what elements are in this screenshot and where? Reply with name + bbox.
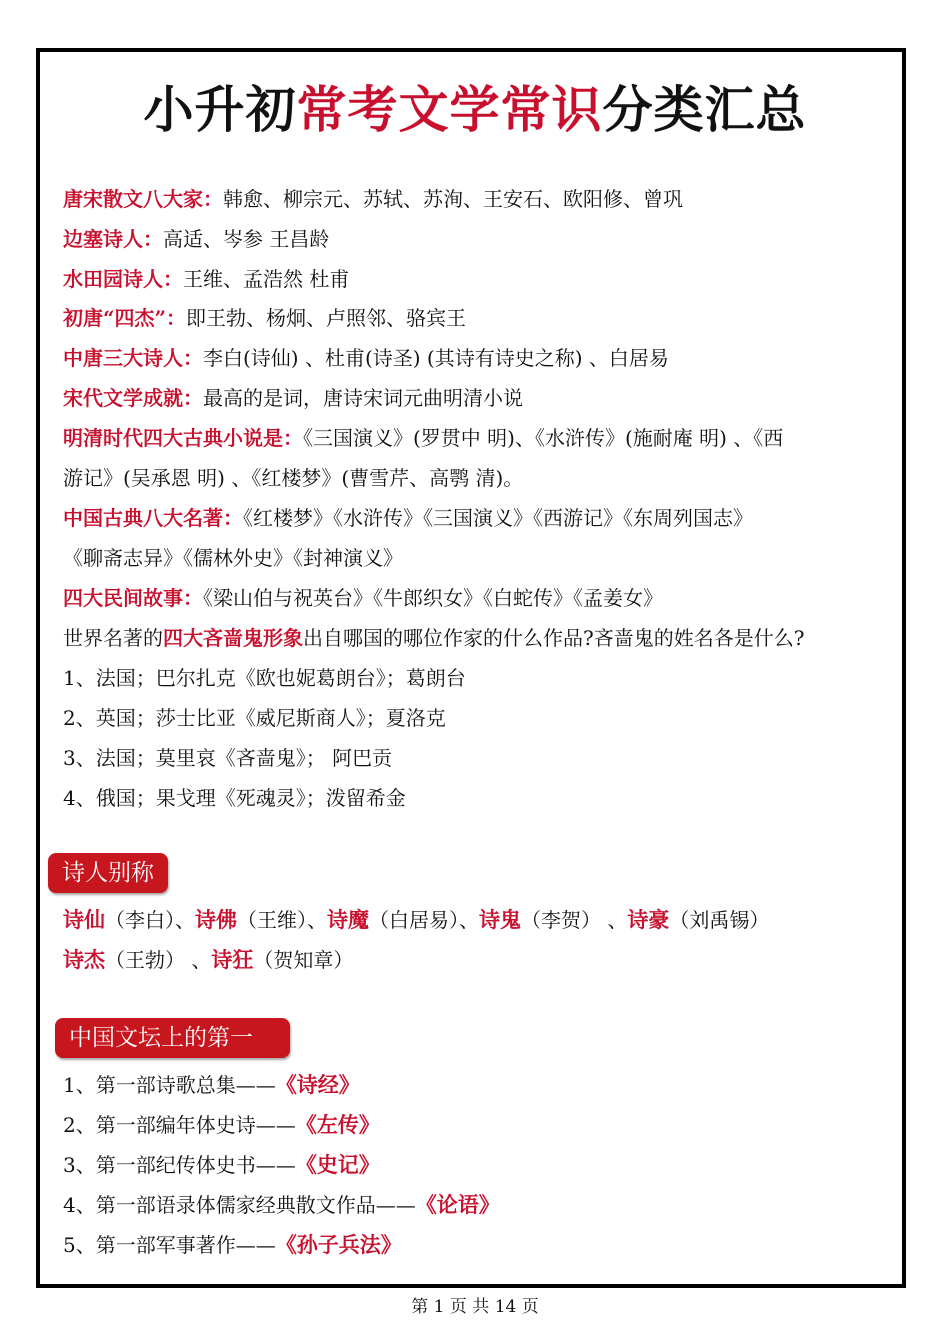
miser-item: 2、英国；莎士比亚《威尼斯商人》；夏洛克 bbox=[63, 706, 446, 730]
first-item: 4、第一部语录体儒家经典散文作品——《论语》 bbox=[63, 1192, 500, 1217]
line-misers-question: 世界名著的四大吝啬鬼形象出自哪国的哪位作家的什么作品?吝啬鬼的姓名各是什么? bbox=[63, 626, 805, 650]
page-number: 第 1 页 共 14 页 bbox=[411, 1297, 539, 1317]
poet-aliases-row-1: 诗仙（李白）、诗佛（王维）、诗魔（白居易）、诗鬼（李贺） 、诗豪（刘禹锡） bbox=[63, 907, 770, 932]
miser-item: 1、法国；巴尔扎克《欧也妮葛朗台》；葛朗台 bbox=[63, 666, 466, 690]
page-title: 小升初常考文学常识分类汇总 bbox=[143, 80, 807, 139]
miser-item: 4、俄国；果戈理《死魂灵》；泼留希金 bbox=[63, 786, 406, 810]
line-four-talents: 初唐“四杰”：即王勃、杨炯、卢照邻、骆宾王 bbox=[63, 306, 467, 330]
first-item: 3、第一部纪传体史书——《史记》 bbox=[63, 1152, 380, 1177]
miser-item: 3、法国；莫里哀《吝啬鬼》； 阿巴贡 bbox=[63, 746, 393, 770]
line-three-poets: 中唐三大诗人：李白(诗仙) 、杜甫(诗圣) (其诗有诗史之称) 、白居易 bbox=[63, 346, 669, 370]
first-item: 1、第一部诗歌总集——《诗经》 bbox=[63, 1072, 360, 1097]
line-frontier-poets: 边塞诗人：高适、岑参 王昌龄 bbox=[63, 227, 330, 251]
first-item: 2、第一部编年体史诗——《左传》 bbox=[63, 1112, 380, 1137]
line-eight-classics: 中国古典八大名著：《红楼梦》《水浒传》《三国演义》《西游记》《东周列国志》 bbox=[63, 506, 753, 530]
line-folk-tales: 四大民间故事：《梁山伯与祝英台》《牛郎织女》《白蛇传》《孟姜女》 bbox=[63, 586, 663, 610]
line-tang-song-prose: 唐宋散文八大家：韩愈、柳宗元、苏轼、苏洵、王安石、欧阳修、曾巩 bbox=[63, 187, 683, 211]
line-song-literature: 宋代文学成就：最高的是词，唐诗宋词元曲明清小说 bbox=[63, 386, 523, 410]
line-four-novels-cont: 游记》(吴承恩 明) 、《红楼梦》(曹雪芹、高鹗 清)。 bbox=[63, 466, 524, 490]
poet-aliases-row-2: 诗杰（王勃） 、诗狂（贺知章） bbox=[63, 947, 354, 972]
line-eight-classics-cont: 《聊斋志异》《儒林外史》《封神演义》 bbox=[63, 546, 403, 570]
section-tag-poet-aliases: 诗人别称 bbox=[48, 853, 168, 893]
section-tag-literary-firsts: 中国文坛上的第一 bbox=[55, 1018, 290, 1058]
line-pastoral-poets: 水田园诗人：王维、孟浩然 杜甫 bbox=[63, 267, 350, 291]
line-four-novels: 明清时代四大古典小说是：《三国演义》(罗贯中 明)、《水浒传》(施耐庵 明) 、《西 bbox=[63, 426, 784, 450]
first-item: 5、第一部军事著作——《孙子兵法》 bbox=[63, 1232, 402, 1257]
